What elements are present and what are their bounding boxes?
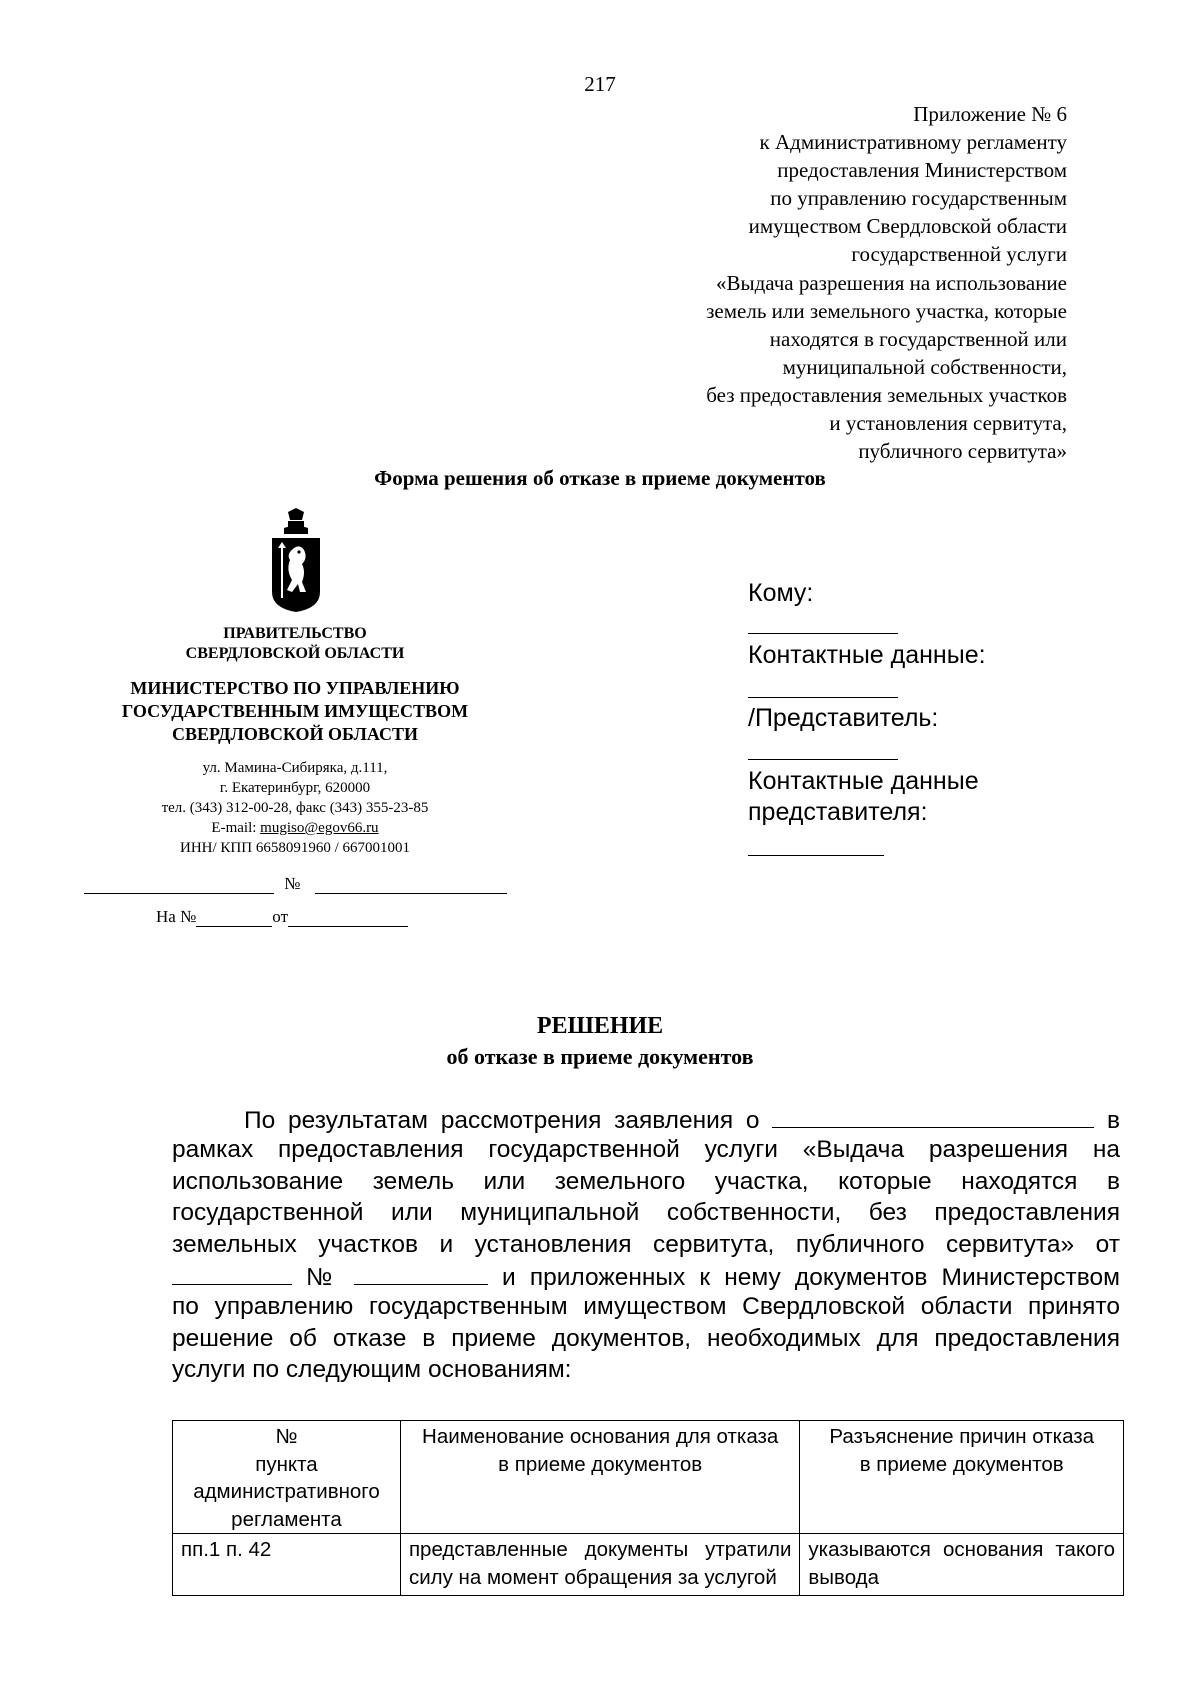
reference-date-blank [288,908,408,927]
row-explanation: указываются основания такого вывода [800,1534,1124,1596]
number-blank [315,875,507,894]
rep-contact-line: представителя: [748,798,928,826]
decision-title: РЕШЕНИЕ [536,1013,664,1039]
ministry-line: ГОСУДАРСТВЕННЫМ ИМУЩЕСТВОМ [121,701,469,721]
row-reason: представленные документы утратили силу на момент обращения за услугой [400,1534,799,1596]
ministry-contacts [80,758,510,858]
appendix-line: имуществом Свердловской области [748,214,1067,239]
appendix-line: Приложение № 6 [913,102,1067,126]
outgoing-number-line [84,874,504,894]
representative-blank [748,759,1088,760]
representative-label: /Представитель: [748,704,939,732]
table-header-row [173,1421,1124,1534]
refusal-reasons-table [172,1420,1124,1596]
application-number-blank [354,1260,488,1285]
appendix-line: публичного сервитута» [858,439,1067,464]
application-subject-blank [772,1103,1094,1128]
phone-line: тел. (343) 312-00-28, факс (343) 355-23-85 [161,800,429,816]
ministry-heading [80,677,510,746]
ministry-line: СВЕРДЛОВСКОЙ ОБЛАСТИ [172,724,418,744]
reference-line [156,907,408,927]
appendix-line: без предоставления земельных участков [706,382,1067,407]
recipient-to-blank [748,633,1088,634]
government-line: СВЕРДЛОВСКОЙ ОБЛАСТИ [185,645,405,662]
body-line: рамках предоставления государственной услуги «Выдача разрешения на [172,1136,1120,1164]
reference-label: На № [156,907,197,926]
rep-contact-line: Контактные данные [748,767,979,795]
address-line: ул. Мамина-Сибиряка, д.111, [202,760,388,776]
body-line: № и приложенных к нему документов Министерством [172,1260,1120,1291]
body-line: услуги по следующим основаниям: [172,1356,572,1384]
decision-subtitle: об отказе в приеме документов [446,1044,754,1069]
government-heading [80,624,510,664]
date-blank [84,875,274,894]
row-clause: пп.1 п. 42 [173,1534,401,1596]
reference-number-blank [196,908,272,927]
header-clause-number: № пункта административного регламента [173,1421,401,1534]
appendix-line: предоставления Министерством [777,158,1067,183]
header-reason-explanation: Разъяснение причин отказа в приеме документов [800,1421,1124,1534]
body-line: решение об отказе в приеме документов, необходимых для предоставления [172,1324,1120,1352]
recipient-contact-blank [748,697,1088,698]
rep-contact-label [748,766,1088,828]
body-line: По результатам рассмотрения заявления о в [172,1103,1120,1134]
form-title: Форма решения об отказе в приеме документов [374,466,826,490]
rep-contact-blank [748,855,1088,856]
body-line: использование земель или земельного участка, которые находятся в [172,1167,1120,1195]
appendix-line: «Выдача разрешения на использование [715,270,1067,295]
body-line: земельных участков и установления сервитута, публичного сервитута» от [172,1230,1120,1258]
appendix-line: муниципальной собственности, [782,354,1067,379]
body-line: государственной или муниципальной собственности, без предоставления [172,1199,1120,1227]
appendix-header [547,100,1067,465]
appendix-line: земель или земельного участка, которые [706,298,1067,323]
appendix-line: к Административному регламенту [759,130,1067,155]
recipient-to-label: Кому: [748,579,814,607]
inn-line: ИНН/ КПП 6658091960 / 667001001 [179,840,410,856]
appendix-line: по управлению государственным [770,186,1067,211]
header-reason-name: Наименование основания для отказа в приеме документов [400,1421,799,1534]
coat-of-arms-icon [268,508,324,614]
appendix-line: находятся в государственной или [769,326,1067,351]
address-line: г. Екатеринбург, 620000 [219,780,371,796]
body-line: по управлению государственным имуществом Свердловской области принято [172,1293,1120,1321]
ministry-line: МИНИСТЕРСТВО ПО УПРАВЛЕНИЮ [130,678,460,698]
reference-from: от [272,907,289,926]
application-date-blank [172,1260,292,1285]
appendix-line: и установления сервитута, [829,411,1067,436]
table-row [173,1534,1124,1596]
email-label: E-mail: [211,820,261,836]
government-line: ПРАВИТЕЛЬСТВО [223,625,367,642]
recipient-contact-label: Контактные данные: [748,641,986,669]
appendix-line: государственной услуги [851,242,1067,267]
page-number: 217 [584,72,616,96]
number-sign: № [284,874,301,893]
email-line [80,818,510,838]
decision-body [172,1103,1120,1386]
email-link[interactable]: mugiso@egov66.ru [260,820,379,836]
